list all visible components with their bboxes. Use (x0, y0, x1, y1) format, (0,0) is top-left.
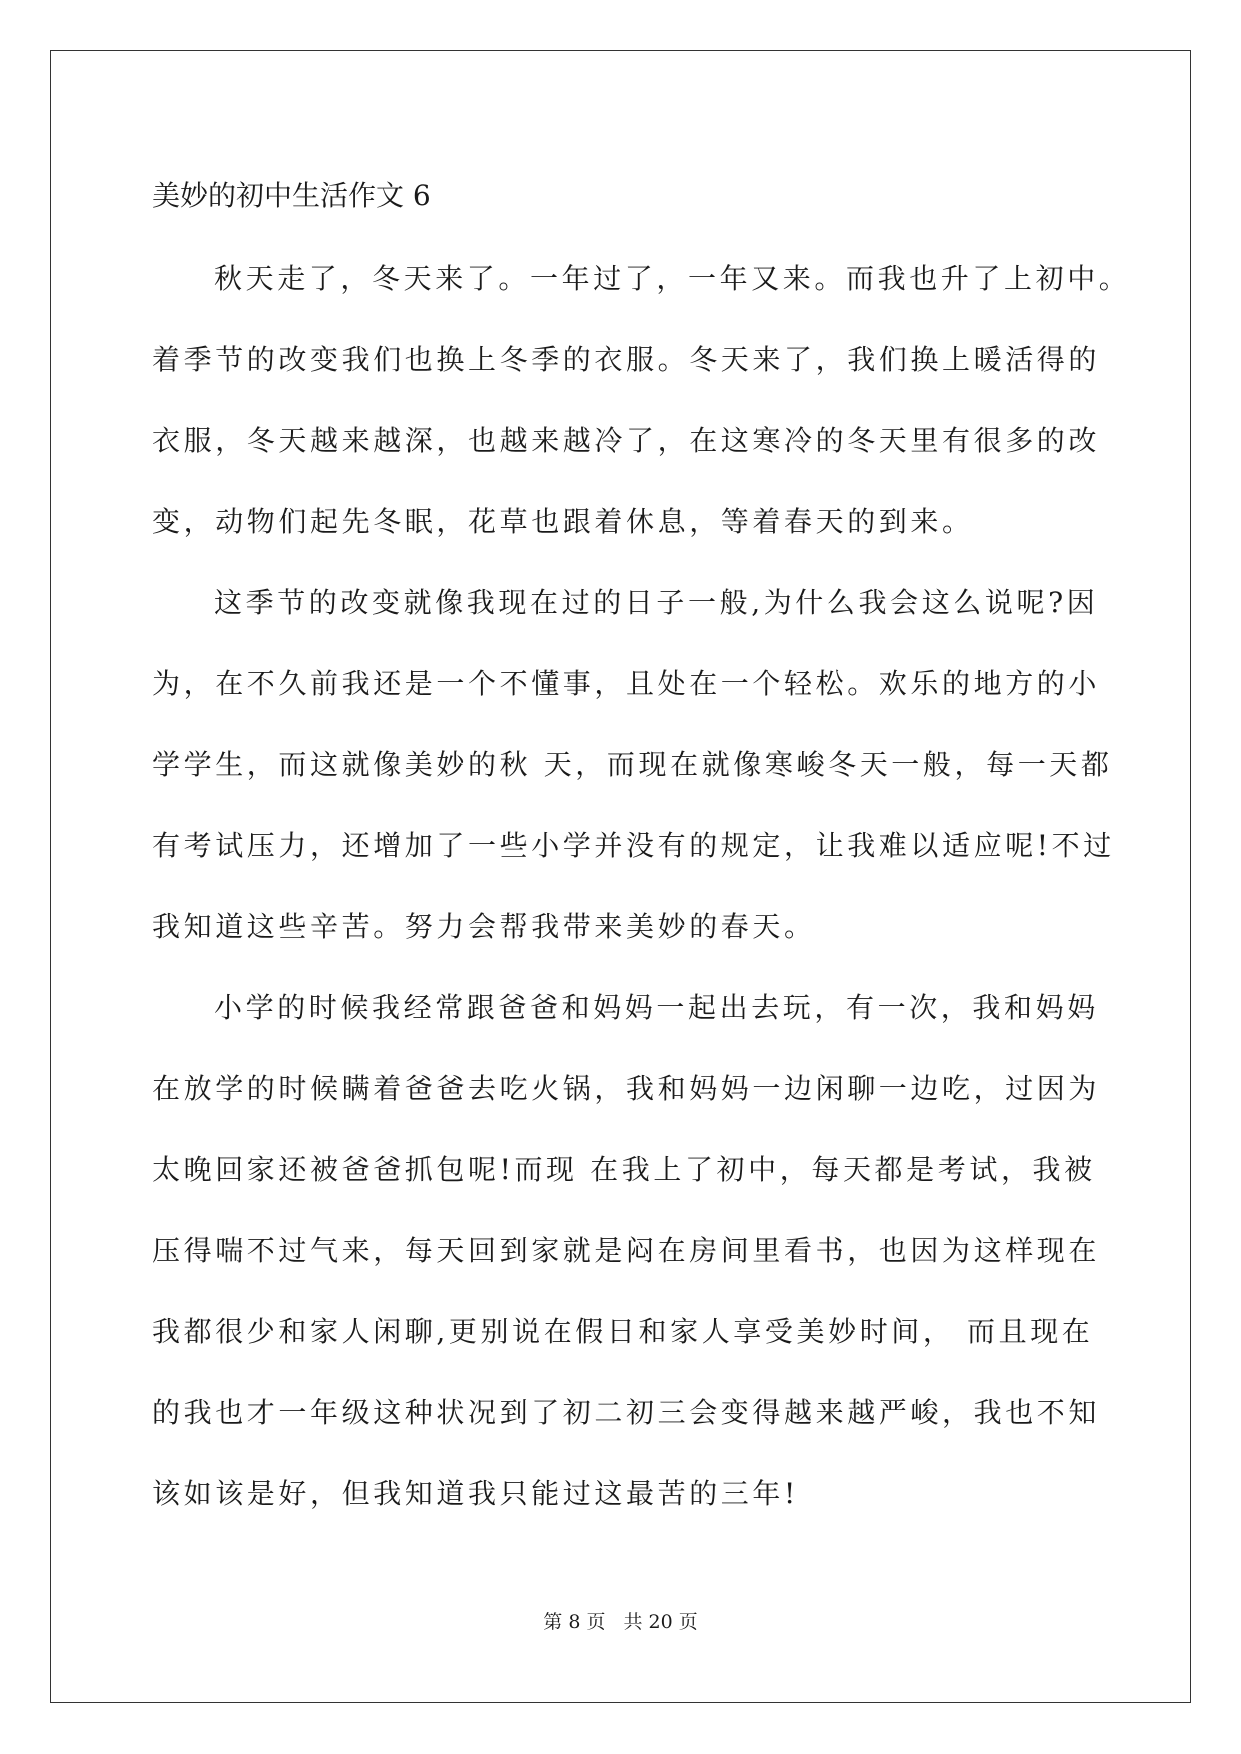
paragraph-line: 小学的时候我经常跟爸爸和妈妈一起出去玩，有一次，我和妈妈 (214, 991, 1099, 1024)
page-number-current: 第 8 页 (543, 1611, 606, 1633)
page-footer (0, 1607, 1241, 1637)
paragraph-line: 为，在不久前我还是一个不懂事，且处在一个轻松。欢乐的地方的小 (152, 667, 1101, 700)
paragraph-line: 该如该是好，但我知道我只能过这最苦的三年! (152, 1477, 799, 1510)
paragraph-1 (152, 238, 1131, 562)
paragraph-line: 压得喘不过气来，每天回到家就是闷在房间里看书，也因为这样现在 (152, 1234, 1101, 1267)
paragraph-2 (152, 562, 1115, 967)
paragraph-line: 这季节的改变就像我现在过的日子一般,为什么我会这么说呢?因 (214, 586, 1099, 619)
paragraph-line: 秋天走了，冬天来了。一年过了，一年又来。而我也升了上初中。 (214, 262, 1131, 295)
page-number-total: 共 20 页 (623, 1611, 698, 1633)
paragraph-line: 变，动物们起先冬眠，花草也跟着休息，等着春天的到来。 (152, 505, 974, 538)
paragraph-line: 我都很少和家人闲聊,更别说在假日和家人享受美妙时间， 而且现在 (152, 1315, 1094, 1348)
document-body (152, 166, 1131, 1534)
paragraph-line: 我知道这些辛苦。努力会帮我带来美妙的春天。 (152, 910, 816, 943)
paragraph-line: 衣服，冬天越来越深，也越来越冷了，在这寒冷的冬天里有很多的改 (152, 424, 1101, 457)
paragraph-line: 学学生，而这就像美妙的秋 天，而现在就像寒峻冬天一般，每一天都 (152, 748, 1113, 781)
paragraph-line: 在放学的时候瞒着爸爸去吃火锅，我和妈妈一边闲聊一边吃，过因为 (152, 1072, 1101, 1105)
paragraph-line: 太晚回家还被爸爸抓包呢!而现 在我上了初中，每天都是考试，我被 (152, 1153, 1096, 1186)
document-title: 美妙的初中生活作文 6 (152, 179, 431, 212)
paragraph-line: 的我也才一年级这种状况到了初二初三会变得越来越严峻，我也不知 (152, 1396, 1101, 1429)
paragraph-line: 有考试压力，还增加了一些小学并没有的规定，让我难以适应呢!不过 (152, 829, 1115, 862)
paragraph-3 (152, 967, 1101, 1534)
paragraph-line: 着季节的改变我们也换上冬季的衣服。冬天来了，我们换上暖活得的 (152, 343, 1101, 376)
